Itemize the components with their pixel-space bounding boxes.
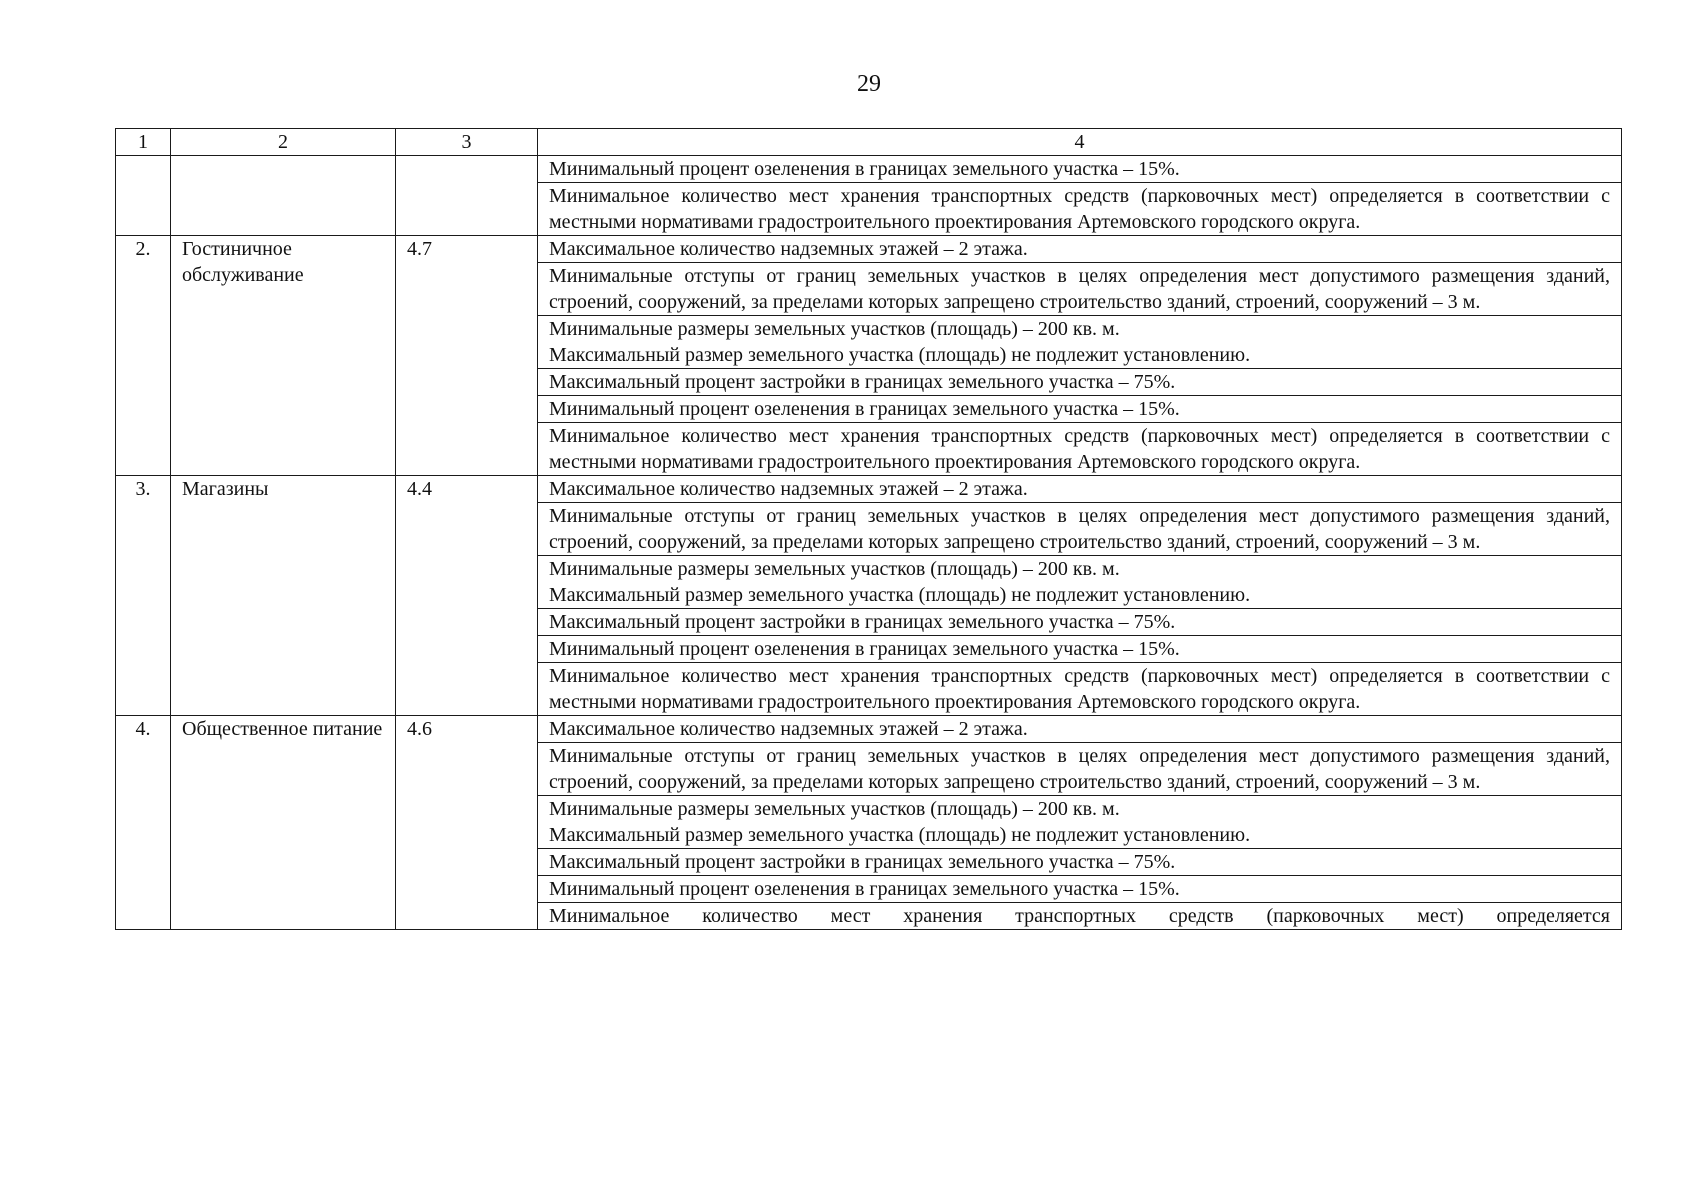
page-number: 29 — [857, 71, 881, 97]
requirement-cell: Максимальный процент застройки в границах земельного участка – 75%. — [538, 609, 1622, 636]
requirement-line: Минимальные размеры земельных участков (площадь) – 200 кв. м. — [549, 558, 1120, 580]
header-col-3: 3 — [396, 129, 538, 156]
use-code-cell: 4.4 — [396, 476, 538, 716]
requirement-line: Максимальный размер земельного участка (площадь) не подлежит установлению. — [549, 824, 1251, 846]
requirement-line: Минимальные размеры земельных участков (площадь) – 200 кв. м. — [549, 798, 1120, 820]
requirement-cell: Максимальное количество надземных этажей – 2 этажа. — [538, 476, 1622, 503]
use-name-cell: Магазины — [171, 476, 396, 716]
requirement-cell: Минимальный процент озеленения в границах земельного участка – 15%. — [538, 156, 1622, 183]
table-row — [116, 156, 1622, 183]
row-number-cell: 3. — [116, 476, 171, 716]
header-col-2: 2 — [171, 129, 396, 156]
use-name-cell: Гостиничное обслуживание — [171, 236, 396, 476]
requirement-cell: Минимальное количество мест хранения транспортных средств (парковочных мест) определяется — [538, 903, 1622, 930]
requirement-cell: Максимальный процент застройки в границах земельного участка – 75%. — [538, 369, 1622, 396]
use-name-cell: Общественное питание — [171, 716, 396, 930]
requirement-cell: Минимальное количество мест хранения транспортных средств (парковочных мест) определяется в соответствии с местными нормативами градостроительного проектирования Артемовского городского округа. — [538, 663, 1622, 716]
header-col-1: 1 — [116, 129, 171, 156]
requirement-cell: Максимальный процент застройки в границах земельного участка – 75%. — [538, 849, 1622, 876]
requirement-line: Максимальный размер земельного участка (площадь) не подлежит установлению. — [549, 344, 1251, 366]
requirement-cell: Максимальное количество надземных этажей – 2 этажа. — [538, 716, 1622, 743]
table-row — [116, 716, 1622, 743]
requirement-cell — [538, 796, 1622, 849]
use-code-cell: 4.7 — [396, 236, 538, 476]
regulations-table — [115, 128, 1622, 930]
row-number-cell: 2. — [116, 236, 171, 476]
requirement-cell: Минимальный процент озеленения в границах земельного участка – 15%. — [538, 876, 1622, 903]
requirement-cell: Минимальные отступы от границ земельных участков в целях определения мест допустимого размещения зданий, строений, сооружений, за пределами которых запрещено строительство зданий, строений, сооружений – 3 м. — [538, 743, 1622, 796]
requirement-cell — [538, 316, 1622, 369]
requirement-cell: Минимальные отступы от границ земельных участков в целях определения мест допустимого размещения зданий, строений, сооружений, за пределами которых запрещено строительство зданий, строений, сооружений – 3 м. — [538, 263, 1622, 316]
use-code-cell: 4.6 — [396, 716, 538, 930]
requirement-cell — [538, 556, 1622, 609]
header-col-4: 4 — [538, 129, 1622, 156]
requirement-cell: Минимальные отступы от границ земельных участков в целях определения мест допустимого размещения зданий, строений, сооружений, за пределами которых запрещено строительство зданий, строений, сооружений – 3 м. — [538, 503, 1622, 556]
use-name-cell — [171, 156, 396, 236]
requirement-line: Минимальные размеры земельных участков (площадь) – 200 кв. м. — [549, 318, 1120, 340]
row-number-cell: 4. — [116, 716, 171, 930]
requirement-cell: Максимальное количество надземных этажей – 2 этажа. — [538, 236, 1622, 263]
row-number-cell — [116, 156, 171, 236]
requirement-cell: Минимальное количество мест хранения транспортных средств (парковочных мест) определяется в соответствии с местными нормативами градостроительного проектирования Артемовского городского округа. — [538, 183, 1622, 236]
requirement-line: Максимальный размер земельного участка (площадь) не подлежит установлению. — [549, 584, 1251, 606]
table-header-row — [116, 129, 1622, 156]
requirement-cell: Минимальное количество мест хранения транспортных средств (парковочных мест) определяется в соответствии с местными нормативами градостроительного проектирования Артемовского городского округа. — [538, 423, 1622, 476]
table-row — [116, 476, 1622, 503]
table-row — [116, 236, 1622, 263]
requirement-cell: Минимальный процент озеленения в границах земельного участка – 15%. — [538, 636, 1622, 663]
use-code-cell — [396, 156, 538, 236]
requirement-cell: Минимальный процент озеленения в границах земельного участка – 15%. — [538, 396, 1622, 423]
